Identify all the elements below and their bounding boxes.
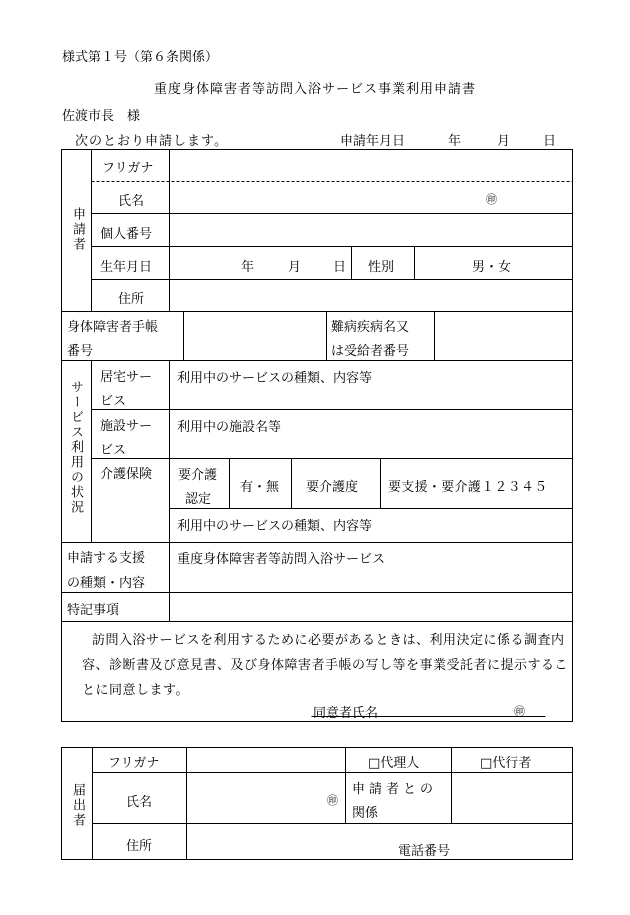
applicant-address-label: 住所 [118, 292, 145, 307]
home-service-label-line2: ビス [100, 394, 127, 409]
birth-year-label: 年 [241, 260, 255, 275]
remarks-label: 特記事項 [67, 603, 120, 618]
form-number: 様式第１号（第６条関係） [62, 50, 219, 65]
disease-name-label-line2: は受給者番号 [331, 344, 410, 359]
intro-text: 次のとおり申請します。 [75, 134, 228, 149]
applicant-furigana-label: フリガナ [102, 161, 154, 176]
care-level-options: 要支援・要介護１２３４５ [388, 480, 548, 495]
form-title: 重度身体障害者等訪問入浴サービス事業利用申請書 [153, 82, 476, 97]
requested-support-value: 重度身体障害者等訪問入浴サービス [177, 552, 386, 567]
home-service-description: 利用中のサービスの種類、内容等 [177, 371, 373, 386]
handbook-number-label-line2: 番号 [67, 344, 94, 359]
service-usage-section-label: サービス利用の状況 [68, 380, 83, 515]
submitter-name-label: 氏名 [126, 795, 153, 810]
care-insurance-label: 介護保険 [100, 467, 153, 482]
care-certification-label-line2: 認定 [185, 492, 212, 507]
facility-service-label-line2: ビス [100, 443, 127, 458]
submitter-section-label: 届出者 [70, 783, 85, 828]
handbook-number-label: 身体障害者手帳 [67, 320, 159, 335]
personal-number-label: 個人番号 [100, 227, 153, 242]
relation-label: 申請者との [352, 782, 438, 797]
application-year-label: 年 [448, 134, 462, 149]
submitter-address-label: 住所 [126, 839, 153, 854]
applicant-section-label: 申請者 [70, 207, 85, 252]
requested-support-label-line2: の種類・内容 [67, 576, 146, 591]
addressee: 佐渡市長 様 [62, 109, 141, 124]
submitter-seal-mark: ㊞ [327, 794, 338, 807]
applicant-name-label: 氏名 [118, 194, 145, 209]
requested-support-label: 申請する支援 [67, 551, 146, 566]
application-date-label: 申請年月日 [340, 134, 406, 149]
application-month-label: 月 [497, 134, 511, 149]
consent-text: 訪問入浴サービスを利用するために必要があるときは、利用決定に係る調査内容、診断書及び意見書、及び身体障害者手帳の写し等を事業受託者に提示することに同意します。 [82, 633, 569, 698]
birth-date-label: 生年月日 [100, 260, 153, 275]
birth-day-label: 日 [333, 260, 347, 275]
disease-name-label: 難病疾病名又 [331, 320, 410, 335]
birth-month-label: 月 [288, 260, 302, 275]
phone-number-label: 電話番号 [398, 844, 451, 859]
applicant-seal-mark: ㊞ [486, 193, 497, 206]
agent-checkbox[interactable]: □代理人 [368, 756, 420, 771]
care-level-label: 要介護度 [306, 480, 359, 495]
home-service-label: 居宅サー [100, 370, 153, 385]
consent-seal-mark: ㊞ [514, 705, 525, 718]
facility-service-label: 施設サー [100, 419, 153, 434]
proxy-checkbox[interactable]: □代行者 [480, 756, 532, 771]
gender-label: 性別 [368, 260, 395, 275]
care-service-description: 利用中のサービスの種類、内容等 [177, 519, 373, 534]
facility-service-description: 利用中の施設名等 [177, 420, 282, 435]
relation-label-line2: 関係 [352, 806, 379, 821]
care-yes-no: 有・無 [240, 480, 280, 495]
care-certification-label: 要介護 [178, 468, 218, 483]
consent-signer-label: 同意者氏名 [313, 706, 379, 721]
application-day-label: 日 [543, 134, 557, 149]
gender-options: 男・女 [472, 260, 512, 275]
submitter-furigana-label: フリガナ [108, 756, 160, 771]
